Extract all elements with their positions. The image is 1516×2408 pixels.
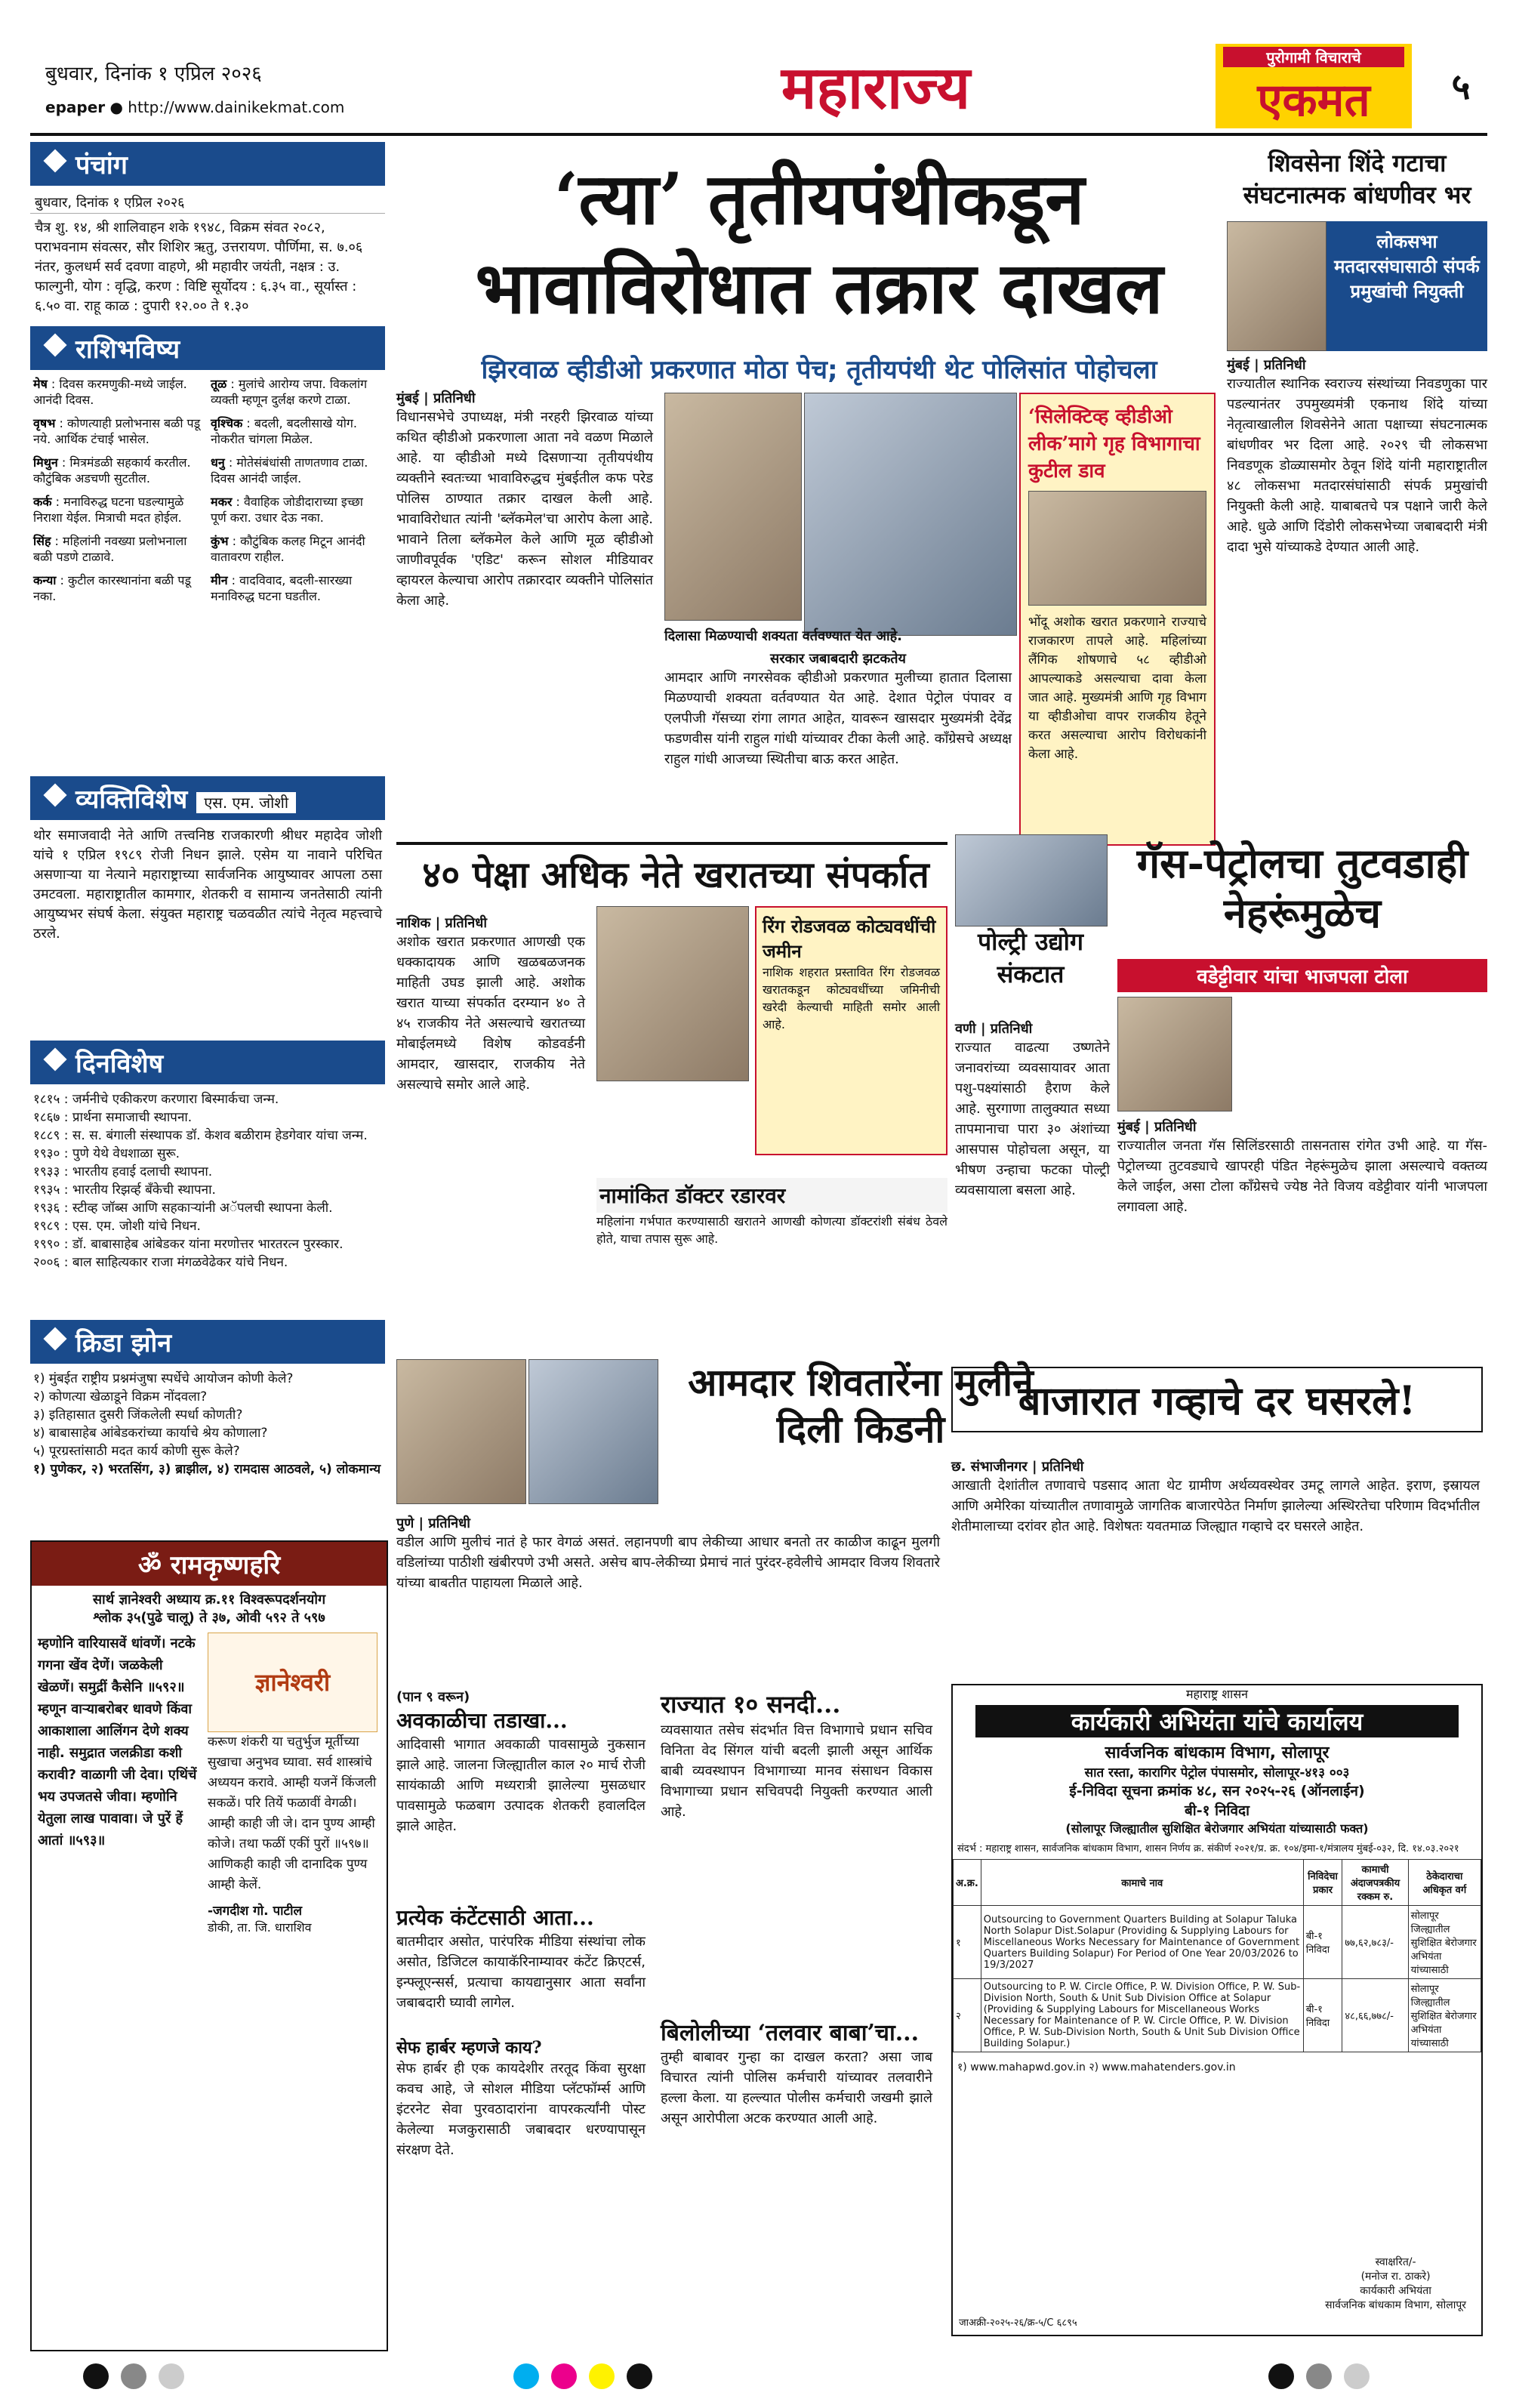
- section-masthead: महाराज्य: [781, 54, 971, 122]
- ramkrishna-col2: करूण शंकरी या चतुर्भुज मूर्तीच्या सुखाचा अनुभव घ्यावा. सर्व शास्त्रांचे अध्ययन करावे. आम्ही यजनें किंजली सकळें। परि तियें फळावीं वेगळी। आम्ही काही जी जे। दान पुण्य आम्ही कोजे। तथा फळीं एकीं पुरों ॥५९७॥ आणिकही काही जी दानादिक पुण्य आम्ही केलें.: [208, 1734, 377, 1892]
- rashi-title: राशिभविष्य: [30, 326, 385, 370]
- shinde-caption: लोकसभा मतदारसंघासाठी संपर्क प्रमुखांची नियुक्ती: [1326, 221, 1487, 351]
- ramkrishna-author-place: डोकी, ता. जि. धाराशिव: [208, 1920, 312, 1935]
- shinde-byline: मुंबई | प्रतिनिधी: [1227, 357, 1306, 373]
- notice-title: कार्यकारी अभियंता यांचे कार्यालय: [975, 1705, 1459, 1737]
- krida-title: क्रिडा झोन: [30, 1320, 385, 1364]
- table-row: १ Outsourcing to Government Quarters Building at Solapur Taluka North Solapur Dist.Solapur (Providing & Supplying Labours for Miscellaneous Works Necessary for Maintenance of Government Quarters Building Solapur) For Period of One Year 20/03/2026 to 19/3/2027 बी-१ निविदा ७७,६२,७८३/- सोलापूर जिल्ह्यातील सुशिक्षित बेरोजगार अभियंता यांच्यासाठी: [954, 1906, 1481, 1979]
- vyakti-text: थोर समाजवादी नेते आणि तत्त्वनिष्ठ राजकारणी श्रीधर महादेव जोशी यांचे १ एप्रिल १९८९ रोजी निधन झाले. एसेम या नावाने परिचित असणाऱ्या या नेत्याने महाराष्ट्राच्या सार्वजनिक आयुष्यावर आपला ठसा उमटवला. महाराष्ट्रातील कामगार, शेतकरी व सामान्य जनतेसाठी त्यांनी आयुष्यभर संघर्ष केला. संयुक्त महाराष्ट्र चळवळीत त्यांचे नेतृत्व महत्त्वाचे ठरले.: [33, 828, 382, 942]
- gavhu-col: [951, 1457, 1480, 1537]
- akkal-headline: अवकाळीचा तडाखा...: [396, 1708, 568, 1733]
- ramkrishna-box: [30, 1540, 388, 2351]
- ring-road-box: [755, 906, 948, 1155]
- shinde-story: [1227, 147, 1487, 557]
- content-story: [396, 1903, 646, 2160]
- akkal-text: आदिवासी भागात अवकाळी पावसामुळे नुकसान झाले आहे. जालना जिल्ह्यातील काल २० मार्च रोजी सायंकाळी आणि मध्यरात्री झालेल्या मुसळधार पावसामुळे फळबाग उत्पादक शेतकरी हवालदिल झाले आहेत.: [396, 1737, 646, 1834]
- issue-date: बुधवार, दिनांक १ एप्रिल २०२६: [45, 63, 262, 85]
- table-row: २ Outsourcing to P. W. Circle Office, P. W. Division Office, P. W. Sub-Division North, South & Unit Sub Division Office at Solapur (Providing & Supplying Labours for Miscellaneous Works Necessary for Maintenance of P. W. Circle Office, P. W. Division Office, P. W. Sub-Division North, South & Unit Sub Division Office Building Solapur.) बी-१ निविदा ४८,६६,७७८/- सोलापूर जिल्ह्यातील सुशिक्षित बेरोजगार अभियंता यांच्यासाठी: [954, 1979, 1481, 2052]
- registration-dot: [551, 2363, 577, 2389]
- lead-text-2: आमदार आणि नगरसेवक व्हीडीओ प्रकरणात मुलीच्या हातात दिलासा मिळण्याची शक्यता वर्तवण्यात येत आहे. देशात पेट्रोल पंपावर व एलपीजी गॅसच्या रांगा लागत आहेत, यावरून खासदार मुख्यमंत्री देवेंद्र फडणवीस यांनी राहुल गांधी यांच्यावर टीका केली आहे. काँग्रेसचे अध्यक्ष राहुल गांधी आजच्या स्थितीचा बाऊ करत आहेत.: [664, 670, 1012, 767]
- talwar-text: तुम्ही बाबावर गुन्हा का दाखल करता? असा जाब विचारत त्यांनी पोलिस कर्मचारी यांच्यावर तलवारीने हल्ला केला. या हल्ल्यात पोलीस कर्मचारी जखमी झाले असून आरोपीला अटक करण्यात आली आहे.: [661, 2049, 932, 2126]
- registration-dot: [1268, 2363, 1294, 2389]
- krida-section: [30, 1320, 385, 1485]
- shivtare-byline: पुणे | प्रतिनिधी: [396, 1515, 470, 1531]
- ramkrishna-sub2: श्लोक ३५(पुढे चालू) ते ३७, ओवी ५९२ ते ५९७: [93, 1610, 325, 1626]
- shinde-text: राज्यातील स्थानिक स्वराज्य संस्थांच्या निवडणुका पार पडल्यानंतर उपमुख्यमंत्री एकनाथ शिंदे यांच्या नेतृत्वाखालील शिवसेनेने आता पक्षाच्या संघटनात्मक बांधणीवर भर दिला आहे. २०२९ ची लोकसभा निवडणूक डोळ्यासमोर ठेवून शिंदे यांनी महाराष्ट्रातील ४८ लोकसभा मतदारसंघांसाठी संपर्क प्रमुखांची नियुक्ती केली आहे. याबाबतचे पत्र पक्षाने जारी केले आहे. धुळे आणि दिंडोरी लोकसभेच्या जबाबदारी मंत्री दादा भुसे यांच्याकडे देण्यात आली आहे.: [1227, 376, 1487, 555]
- krida-list: [30, 1364, 385, 1485]
- talwar-story: [661, 2016, 932, 2129]
- notice-signature: स्वाक्षरित/- (मनोज रा. ठाकरे) कार्यकारी अभियंता सार्वजनिक बांधकाम विभाग, सोलापूर: [1325, 2256, 1466, 2311]
- divider: [396, 842, 948, 845]
- krida-item: ४) बाबासाहेब आंबेडकरांच्या कार्याचे श्रेय कोणाला?: [33, 1426, 268, 1441]
- dinvishesh-item: १९३६ : स्टीव्ह जॉब्स आणि सहकाऱ्यांनी अॅपलची स्थापना केली.: [33, 1201, 333, 1216]
- panchang-text: चैत्र शु. १४, श्री शालिवाहन शके १९४८, विक्रम संवत २०८२, पराभवनाम संवत्सर, सौर शिशिर ऋतु, उत्तरायण. पौर्णिमा, स. ७.०६ नंतर, कुलधर्म सर्व दवणा वाहणे, श्री महावीर जयंती, नक्षत्र : उ. फाल्गुनी, योग : वृद्धि, करण : विष्टि सूर्योदय : ६.३५ वा., सूर्यास्त : ६.५० वा. राहू काळ : दुपारी १२.०० ते १.३०: [35, 220, 363, 314]
- dinvishesh-item: १९८९ : एस. एम. जोशी यांचे निधन.: [33, 1219, 201, 1234]
- dinvishesh-item: १८६७ : प्रार्थना समाजाची स्थापना.: [33, 1110, 193, 1125]
- dinvishesh-section: [30, 1041, 385, 1278]
- page-number: ५: [1451, 66, 1471, 108]
- dinvishesh-item: १८८९ : स. स. बंगाली संस्थापक डॉ. केशव बळीराम हेडगेवार यांचा जन्म.: [33, 1128, 368, 1143]
- kharat-headline: ४० पेक्षा अधिक नेते खरातच्या संपर्कात: [422, 854, 929, 896]
- registration-dot: [1344, 2363, 1370, 2389]
- poultry-text: राज्यात वाढत्या उष्णतेने जनावरांच्या व्यवसायावर आता पशु-पक्ष्यांसाठी हैराण केले आहे. सुरगाणा तालुक्यात सध्या तापमानाचा पारा ३० अंशांच्या आसपास पोहोचला असून, या भीषण उन्हाचा फटका पोल्ट्री व्यवसायाला बसला आहे.: [955, 1040, 1110, 1198]
- registration-dot: [159, 2363, 184, 2389]
- kharat-photo: [596, 906, 749, 1081]
- rajyat-text: व्यवसायात तसेच संदर्भात वित्त विभागाचे प्रधान सचिव विनिता वेद सिंगल यांची बदली झाली असून आर्थिक बाबी व्यवस्थापन विभागाच्या मानव संसाधन विकास विभागाच्या प्रधान सचिवपदी नियुक्ती करण्यात आली आहे.: [661, 1722, 932, 1820]
- dinvishesh-item: १९३३ : भारतीय हवाई दलाची स्थापना.: [33, 1164, 213, 1179]
- gruh-vibhag-box: [1019, 393, 1216, 846]
- epaper-link[interactable]: epaper ● http://www.dainikekmat.com: [45, 98, 345, 116]
- krida-item: ३) इतिहासात दुसरी जिंकलेली स्पर्धा कोणती?: [33, 1407, 243, 1423]
- lead-byline: मुंबई | प्रतिनिधी: [396, 390, 476, 406]
- rajyat-story: [661, 1688, 932, 1822]
- registration-dot: [589, 2363, 615, 2389]
- krida-item: २) कोणत्या खेळाडूने विक्रम नोंदवला?: [33, 1389, 208, 1404]
- table-header-row: अ.क्र. कामाचे नाव निविदेचा प्रकार कामाची अंदाजपत्रकीय रक्कम रु. ठेकेदाराचा अधिकृत वर्ग: [954, 1860, 1481, 1906]
- kharat-text: अशोक खरात प्रकरणात आणखी एक धक्कादायक आणि खळबळजनक माहिती उघड झाली आहे. अशोक खरात याच्या संपर्कात दरम्यान ४० ते ४५ राजकीय नेते असल्याचे खरातच्या मोबाईलमध्ये विशेष कोडवर्डनी आमदार, खासदार, राजकीय नेते असल्याचे समोर आले आहे.: [396, 934, 585, 1093]
- ring-text: नाशिक शहरात प्रस्तावित रिंग रोडजवळ खरातकडून कोट्यवधींच्या जमिनीची खरेदी केल्याची माहिती समोर आली आहे.: [763, 965, 940, 1031]
- notice-table: [953, 1859, 1481, 2052]
- shinde-photo: [1227, 221, 1326, 351]
- gavhu-text: आखाती देशांतील तणावाचे पडसाद आता थेट ग्रामीण अर्थव्यवस्थेवर उमटू लागले आहेत. इराण, इस्रायल आणि अमेरिका यांच्यातील तणावामुळे जागतिक बाजारपेठेत निर्माण झालेल्या अस्थिरतेचा परिणाम विदर्भातील शेतीमालाच्या दरांवर होत आहे. विशेषतः यवतमाळ जिल्ह्यात गव्हाचे दर घसरले आहेत.: [951, 1478, 1480, 1534]
- shivtare-photo-2: [528, 1359, 658, 1504]
- krida-item: ५) पूरग्रस्तांसाठी मदत कार्य कोणी सुरू केले?: [33, 1444, 240, 1459]
- poultry-col: [955, 1019, 1110, 1201]
- notice-l6: (सोलापूर जिल्ह्यातील सुशिक्षित बेरोजगार अभियंता यांच्यासाठी फक्त): [1065, 1821, 1369, 1836]
- dinvishesh-title: दिनविशेष: [30, 1041, 385, 1084]
- gas-headline: गॅस-पेट्रोलचा तुटवडाही नेहरूंमुळेच: [1136, 839, 1468, 937]
- registration-marks: [30, 2363, 1487, 2394]
- rashi-item: मेष : दिवस करमणुकी-मध्ये जाईल. आनंदी दिवस.: [33, 377, 187, 407]
- box-headline: ‘सिलेक्टिव्ह व्हीडीओ लीक’मागे गृह विभागाचा कुटील डाव: [1028, 405, 1200, 483]
- kharat-col: [396, 914, 585, 1095]
- lead-headline: ‘त्या’ तृतीयपंथीकडून भावाविरोधात तक्रार दाखल: [475, 158, 1163, 330]
- content-text: बातमीदार असोत, पारंपरिक मीडिया संस्थांचा लोक असोत, डिजिटल कायाकॅरिनाम्यावर कंटेंट क्रिएटर्स, इन्फ्लूएन्सर्स, प्रत्याचा कायद्यानुसार आता सर्वांना जबाबदारी घ्यावी लागेल.: [396, 1934, 646, 2011]
- krida-answers: १) पुणेकर, २) भरतसिंग, ३) ब्राझील, ४) रामदास आठवले, ५) लोकमान्य: [33, 1462, 381, 1477]
- rashi-item: वृश्चिक : बदली, बदलीसाखे योग. नोकरीत चांगला मिळेल.: [211, 416, 357, 446]
- dinvishesh-item: १९९० : डॉ. बाबासाहेब आंबेडकर यांना मरणोत्तर भारतरत्न पुरस्कार.: [33, 1237, 344, 1252]
- safe-text: सेफ हार्बर ही एक कायदेशीर तरतूद किंवा सुरक्षा कवच आहे, जे सोशल मीडिया प्लॅटफॉर्म्स आणि इंटरनेट सेवा पुरवठादारांना वापरकर्त्यांनी पोस्ट केलेल्या मजकुरासाठी जबाबदार धरण्यापासून संरक्षण देते.: [396, 2061, 646, 2158]
- ramkrishna-author: -जगदीश गो. पाटील: [208, 1904, 303, 1919]
- rashi-item: कन्या : कुटील कारस्थानांना बळी पडू नका.: [33, 573, 191, 603]
- notice-l4: ई-निविदा सूचना क्रमांक ४८, सन २०२५-२६ (ऑनलाईन): [1069, 1783, 1365, 1799]
- box-photo: [1028, 491, 1206, 606]
- registration-dot: [627, 2363, 652, 2389]
- doctor-text: महिलांना गर्भपात करण्यासाठी खरातने आणखी कोणत्या डॉक्टरांशी संबंध ठेवले होते, याचा तपास सुरू आहे.: [596, 1214, 948, 1246]
- gavhu-headline: बाजारात गव्हाचे दर घसरले!: [951, 1367, 1483, 1432]
- notice-intro: संदर्भ : महाराष्ट्र शासन, सार्वजनिक बांधकाम विभाग, शासन निर्णय क्र. संकीर्ण २०२१/प्र. क्र. १०४/इमा-१/मंत्रालय मुंबई-०३२, दि. १४.०३.२०२१: [957, 1843, 1459, 1855]
- akkal-pre: (पान ९ वरून): [396, 1689, 470, 1705]
- gas-text: राज्यातील जनता गॅस सिलिंडरसाठी तासनतास रांगेत उभी आहे. या गॅस-पेट्रोलच्या तुटवड्याचे खापरही पंडित नेहरूंमुळेच झाला असल्याचे वक्तव्य केले जाईल, असा टोला काँग्रेसचे ज्येष्ठ नेते विजय वडेट्टीवार यांनी भाजपला लगावला आहे.: [1117, 1138, 1487, 1215]
- rashi-item: धनु : मोतेसंबंधांसी ताणतणाव टाळा. दिवस आनंदी जाईल.: [211, 455, 368, 486]
- gavhu-byline: छ. संभाजीनगर | प्रतिनिधी: [951, 1459, 1084, 1475]
- poultry-headline: पोल्ट्री उद्योग संकटात: [978, 927, 1083, 988]
- rashi-grid: [30, 370, 385, 610]
- lead-text: विधानसभेचे उपाध्यक्ष, मंत्री नरहरी झिरवाळ यांच्या कथित व्हीडीओ प्रकरणाला आता नवे वळण मिळाले आहे. या व्हीडीओ मध्ये दिसणाऱ्या तृतीयपंथीय व्यक्तीने स्वतःच्या भावाविरुद्धच मुंबईतील कफ परेड पोलिस ठाण्यात तक्रार दाखल केली आहे. भावाविरोधात त्यांनी 'ब्लॅकमेल'चा आरोप केला आहे. भावाने तिला ब्लॅकमेल केले आणि मूळ व्हीडीओ जाणीवपूर्वक 'एडिट' करून सोशल मीडियावर व्हायरल केल्याचा आरोप तक्रारदार व्यक्तीने पोलिसांत केला आहे.: [396, 409, 653, 609]
- krida-item: १) मुंबईत राष्ट्रीय प्रश्नमंजुषा स्पर्धेचे आयोजन कोणी केले?: [33, 1371, 294, 1386]
- sidebar-head: सरकार जबाबदारी झटकतेय: [770, 651, 906, 667]
- registration-dot: [83, 2363, 109, 2389]
- talwar-headline: बिलोलीच्या ‘तलवार बाबा’चा...: [661, 2020, 920, 2046]
- shinde-headline: शिवसेना शिंदे गटाचा संघटनात्मक बांधणीवर भर: [1243, 149, 1471, 209]
- lead-subdeck: झिरवाळ व्हीडीओ प्रकरणात मोठा पेच; तृतीयपंथी थेट पोलिसांत पोहोचला: [481, 355, 1157, 385]
- newspaper-logo: पुरोगामी विचाराचे एकमत: [1216, 44, 1412, 128]
- dinvishesh-item: १९३० : पुणे येथे वेधशाळा सुरू.: [33, 1146, 180, 1161]
- rashi-item: तूळ : मुलांचे आरोग्य जपा. विकलांग व्यक्ती म्हणून दुर्लक्ष करणे टाळा.: [211, 377, 368, 407]
- gas-byline: मुंबई | प्रतिनिधी: [1117, 1119, 1197, 1135]
- gas-subdeck: वडेट्टीवार यांचा भाजपला टोला: [1117, 959, 1487, 992]
- notice-footer: १) www.mahapwd.gov.in २) www.mahatenders.gov.in: [957, 2061, 1236, 2073]
- tender-notice: [951, 1684, 1483, 2336]
- vyakti-section: [30, 776, 385, 950]
- lead-photo-1: [664, 393, 802, 621]
- dinvishesh-item: २००६ : बाल साहित्यकार राजा मंगळवेढेकर यांचे निधन.: [33, 1255, 288, 1270]
- ramkrishna-sub: सार्थ ज्ञानेश्वरी अध्याय क्र.११ विश्वरूपदर्शनयोग: [92, 1592, 326, 1608]
- dinvishesh-list: [30, 1084, 385, 1278]
- rashi-item: कुंभ : कौटुंबिक कलह मिटून आनंदी वातावरण राहील.: [211, 534, 365, 564]
- kharat-byline: नाशिक | प्रतिनिधी: [396, 915, 488, 931]
- box-text: भोंदू अशोक खरात प्रकरणाने राज्याचे राजकारण तापले आहे. महिलांच्या लैंगिक शोषणाचे ५८ व्हीडीओ आपल्याकडे असल्याचा दावा केला जात आहे. मुख्यमंत्री आणि गृह विभाग या व्हीडीओचा वापर राजकीय हेतूने करत असल्याचा आरोप विरोधकांनी केला आहे.: [1028, 615, 1206, 762]
- dinvishesh-item: १८१५ : जर्मनीचे एकीकरण करणारा बिस्मार्कचा जन्म.: [33, 1092, 279, 1107]
- dinvishesh-item: १९३५ : भारतीय रिझर्व्ह बँकेची स्थापना.: [33, 1182, 216, 1198]
- panchang-title: पंचांग: [30, 142, 385, 186]
- registration-dot: [1306, 2363, 1332, 2389]
- shivtare-text: वडील आणि मुलीचं नातं हे फार वेगळं असतं. लहानपणी बाप लेकीच्या आधार बनतो तर काळीज काढून मुलगी वडिलांच्या पाठीशी खंबीरपणे उभी असते. असेच बाप-लेकीच्या प्रेमाचं नातं पुरंदर-हवेलीचे आमदार विजय शिवतारे यांच्या बाबतीत पाहायला मिळाले आहे.: [396, 1534, 940, 1591]
- shivtare-photo-1: [396, 1359, 526, 1504]
- doctor-headline: नामांकित डॉक्टर रडारवर: [596, 1178, 948, 1213]
- rajyat-headline: राज्यात १० सनदी...: [661, 1690, 841, 1719]
- lead-photo-caption: दिलासा मिळण्याची शक्यता वर्तवण्यात येत आहे.: [664, 628, 903, 644]
- safe-headline: सेफ हार्बर म्हणजे काय?: [396, 2038, 542, 2058]
- ring-headline: रिंग रोडजवळ कोट्यवधींची जमीन: [763, 915, 936, 962]
- akkal-story: [396, 1688, 646, 1836]
- rashi-item: मीन : वादविवाद, बदली-सारख्या मनाविरुद्ध घटना घडतील.: [211, 573, 353, 603]
- ramkrishna-title: ॐ रामकृष्णहरि: [32, 1542, 387, 1586]
- rashi-item: कर्क : मनाविरुद्ध घटना घडल्यामुळे निराशा येईल. मित्राची मदत होईल.: [33, 495, 184, 525]
- notice-l3: सात रस्ता, कारागिर पेट्रोल पंपासमोर, सोलापूर-४१३ ००३: [1084, 1765, 1350, 1781]
- notice-ref: जाअक्री-२०२५-२६/क्र-५/C ६८९५: [959, 2317, 1077, 2329]
- rashi-item: वृषभ : कोणत्याही प्रलोभनास बळी पडू नये. आर्थिक टंचाई भासेल.: [33, 416, 201, 446]
- notice-l2: सार्वजनिक बांधकाम विभाग, सोलापूर: [1105, 1744, 1330, 1762]
- content-headline: प्रत्येक कंटेंटसाठी आता...: [396, 1905, 594, 1930]
- registration-dot: [513, 2363, 539, 2389]
- gas-photo: [1117, 997, 1232, 1112]
- rashi-item: मिथुन : मित्रमंडळी सहकार्य करतील. कौटुंबिक अडचणी सुटतील.: [33, 455, 191, 486]
- registration-dot: [121, 2363, 146, 2389]
- shivtare-col: [396, 1514, 940, 1593]
- vyakti-title: व्यक्तिविशेष एस. एम. जोशी: [30, 776, 385, 820]
- dnyaneshwari-badge: ज्ञानेश्वरी: [208, 1633, 377, 1732]
- doctor-box: [596, 1178, 948, 1247]
- poultry-photo: [955, 834, 1108, 927]
- lead-col1: [396, 389, 653, 611]
- lead-photo-2: [804, 393, 1017, 636]
- header-rule: [30, 133, 1487, 136]
- notice-l5: बी-१ निविदा: [1184, 1802, 1250, 1819]
- panchang-section: [30, 142, 385, 321]
- rashi-item: सिंह : महिलांनी नवख्या प्रलोभनाला बळी पडणे टाळावे.: [33, 534, 187, 564]
- rashi-item: मकर : वैवाहिक जोडीदाराच्या इच्छा पूर्ण करा. उधार देऊ नका.: [211, 495, 363, 525]
- notice-l1: महाराष्ट्र शासन: [1185, 1687, 1249, 1701]
- rashi-section: [30, 326, 385, 610]
- gas-col: [1117, 1118, 1487, 1217]
- ramkrishna-col1: म्हणोनि वारियासवें धांवणें। नटके गगना खेंव देणें। जळकेली खेळणें। समुद्रीं कैसेनि ॥५९२॥ म्हणून वाऱ्याबरोबर धावणे किंवा आकाशाला आलिंगन देणे शक्य नाही. समुद्रात जलक्रीडा कशी करावी? वाळागी जी देवा। एथिंचें भय उपजतसे जीवा। म्हणोनि येतुला लाख पावावा। जे पुरें हें आतां ॥५९३॥: [38, 1636, 197, 1848]
- shivtare-headline: आमदार शिवतारेंना मुलीने दिली किडनी: [688, 1360, 1034, 1451]
- poultry-byline: वणी | प्रतिनिधी: [955, 1021, 1033, 1037]
- panchang-date: बुधवार, दिनांक १ एप्रिल २०२६: [30, 186, 385, 214]
- lead-col2: [664, 649, 1012, 769]
